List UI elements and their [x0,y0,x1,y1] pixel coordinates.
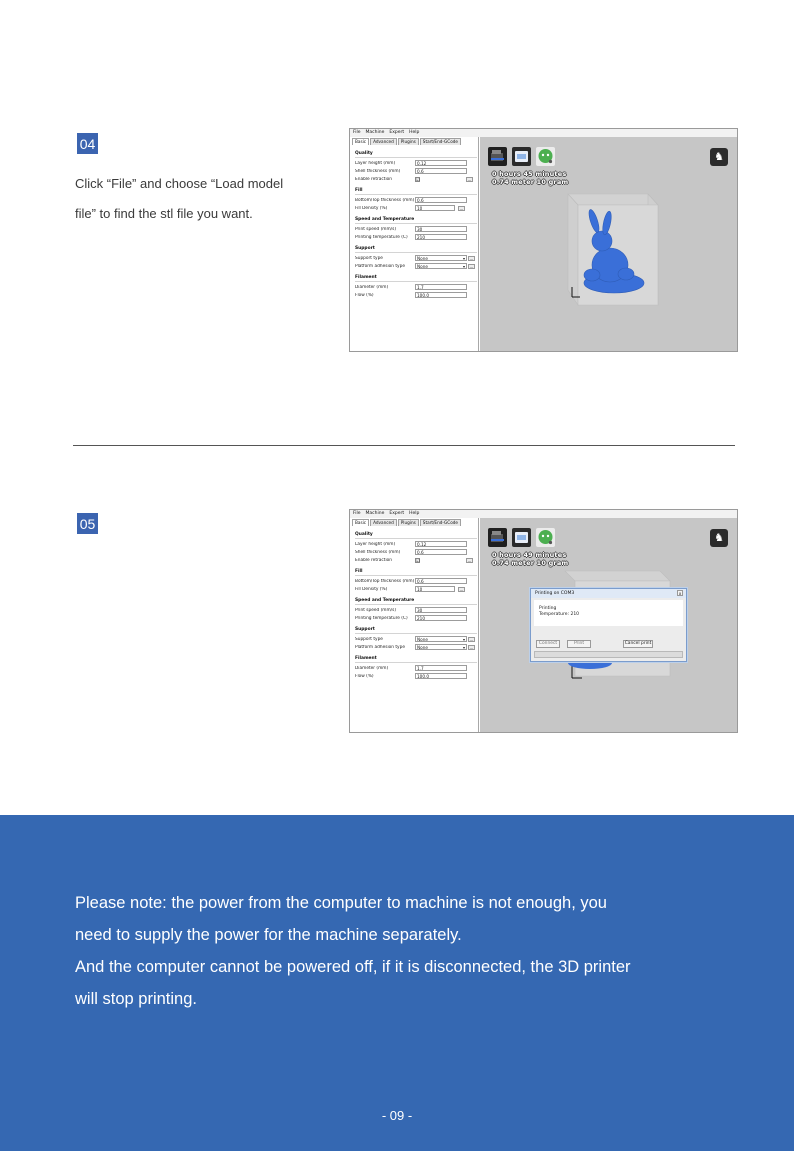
settings-tabs [352,138,462,145]
step-number-badge: 04 [77,133,98,154]
section-speed: Speed and Temperature [355,597,477,605]
support-type-select[interactable]: None ▾ [415,255,467,261]
dialog-title: Printing on COM3 x [531,589,686,598]
bottom-top-input[interactable]: 0.6 [415,578,467,584]
retraction-checkbox[interactable]: ☑ [416,557,420,563]
fill-density-input[interactable]: 10 [415,205,455,211]
software-screenshot-1 [349,128,738,352]
section-support: Support [355,626,477,634]
section-filament: Filament [355,274,477,282]
settings-panel [350,137,479,351]
bottom-top-label: Bottom/Top thickness (mm) [355,197,415,203]
fill-density-input[interactable]: 10 [415,586,455,592]
tab-advanced[interactable]: Advanced [370,519,397,526]
tab-gcode[interactable]: Start/End-GCode [420,138,461,145]
support-type-label: Support type [355,636,383,642]
flow-label: Flow (%) [355,292,374,298]
view-options-icon[interactable]: ♞ [710,148,728,166]
view-options-icon[interactable]: ♞ [710,529,728,547]
retraction-label: Enable retraction [355,176,392,182]
note-line: Please note: the power from the computer to machine is not enough, you [75,894,607,912]
section-speed: Speed and Temperature [355,216,477,224]
tab-plugins[interactable]: Plugins [398,138,419,145]
shell-thickness-label: Shell thickness (mm) [355,168,401,174]
menu-machine[interactable]: Machine [365,511,385,516]
print-time-text: 0 hours 45 minutes [492,170,567,178]
retraction-options-button[interactable]: ... [467,557,472,563]
adhesion-select[interactable]: None ▾ [415,644,467,650]
adhesion-label: Platform adhesion type [355,263,405,269]
section-fill: Fill [355,568,477,576]
note-line: need to supply the power for the machine separately. [75,926,462,944]
menu-file[interactable]: File [353,130,361,135]
print-speed-label: Print speed (mm/s) [355,226,397,232]
menu-bar [350,129,737,137]
print-speed-label: Print speed (mm/s) [355,607,397,613]
print-temp-label: Printing temperature (C) [355,234,408,240]
note-line: And the computer cannot be powered off, if it is disconnected, the 3D printer [75,958,631,976]
layer-height-input[interactable]: 0.12 [415,541,467,547]
close-icon[interactable]: x [678,591,682,596]
support-options-button[interactable]: ... [469,255,474,261]
fill-density-label: Fill Density (%) [355,205,388,211]
print-time-text: 0 hours 49 minutes [492,551,567,559]
section-quality: Quality [355,150,477,158]
print-status-text: Printing [539,606,557,611]
fill-density-label: Fill Density (%) [355,586,388,592]
tab-basic[interactable]: Basic [352,519,369,526]
note-banner [0,815,794,1151]
settings-tabs [352,519,462,526]
menu-file[interactable]: File [353,511,361,516]
layer-height-label: Layer height (mm) [355,160,396,166]
menu-machine[interactable]: Machine [365,130,385,135]
settings-form [355,150,477,299]
print-button[interactable]: Print [567,640,591,648]
menu-help[interactable]: Help [409,511,420,516]
print-temp-label: Printing temperature (C) [355,615,408,621]
diameter-input[interactable]: 1.7 [415,284,467,290]
adhesion-options-button[interactable]: ... [469,644,474,650]
settings-form [355,531,477,680]
connect-button[interactable]: Connect [536,640,560,648]
section-filament: Filament [355,655,477,663]
filament-usage-text: 0.74 meter 10 gram [492,178,569,186]
retraction-label: Enable retraction [355,557,392,563]
menu-bar [350,510,737,518]
instruction-line: file” to find the stl file you want. [75,206,253,221]
note-text [75,887,735,1015]
fill-options-button[interactable]: ... [459,586,464,592]
section-support: Support [355,245,477,253]
step-number-badge: 05 [77,513,98,534]
bottom-top-label: Bottom/Top thickness (mm) [355,578,415,584]
settings-panel [350,518,479,732]
print-speed-input[interactable]: 30 [415,607,467,613]
adhesion-select[interactable]: None ▾ [415,263,467,269]
menu-help[interactable]: Help [409,130,420,135]
page-number: - 09 - [381,1108,413,1123]
bottom-top-input[interactable]: 0.6 [415,197,467,203]
flow-input[interactable]: 100.0 [415,673,467,679]
build-volume [480,137,738,352]
shell-thickness-input[interactable]: 0.6 [415,549,467,555]
tab-plugins[interactable]: Plugins [398,519,419,526]
section-fill: Fill [355,187,477,195]
tab-basic[interactable]: Basic [352,138,369,145]
tab-advanced[interactable]: Advanced [370,138,397,145]
dialog-body [534,600,683,626]
menu-expert[interactable]: Expert [389,130,405,135]
tab-gcode[interactable]: Start/End-GCode [420,519,461,526]
shell-thickness-label: Shell thickness (mm) [355,549,401,555]
print-speed-input[interactable]: 30 [415,226,467,232]
layer-height-label: Layer height (mm) [355,541,396,547]
software-screenshot-2 [349,509,738,733]
adhesion-label: Platform adhesion type [355,644,405,650]
shell-thickness-input[interactable]: 0.6 [415,168,467,174]
layer-height-input[interactable]: 0.12 [415,160,467,166]
menu-expert[interactable]: Expert [389,511,405,516]
retraction-options-button[interactable]: ... [467,176,472,182]
3d-viewport[interactable] [480,518,737,732]
retraction-checkbox[interactable]: ☑ [416,176,420,182]
support-options-button[interactable]: ... [469,636,474,642]
diameter-label: Diameter (mm) [355,284,389,290]
section-divider [73,445,735,446]
diameter-input[interactable]: 1.7 [415,665,467,671]
printing-dialog [530,588,687,662]
print-temp-input[interactable]: 210 [415,234,467,240]
filament-usage-text: 0.74 meter 10 gram [492,559,569,567]
print-temp-input[interactable]: 210 [415,615,467,621]
temperature-text: Temperature: 210 [539,612,580,617]
section-quality: Quality [355,531,477,539]
step-instruction [75,169,315,229]
progress-bar [534,651,683,658]
flow-label: Flow (%) [355,673,374,679]
diameter-label: Diameter (mm) [355,665,389,671]
instruction-line: Click “File” and choose “Load model [75,176,284,191]
3d-viewport[interactable] [480,137,737,351]
cancel-print-button[interactable]: Cancel print [624,641,652,646]
note-line: will stop printing. [75,990,197,1008]
support-type-label: Support type [355,255,383,261]
flow-input[interactable]: 100.0 [415,292,467,298]
support-type-select[interactable]: None ▾ [415,636,467,642]
fill-options-button[interactable]: ... [459,205,464,211]
adhesion-options-button[interactable]: ... [469,263,474,269]
